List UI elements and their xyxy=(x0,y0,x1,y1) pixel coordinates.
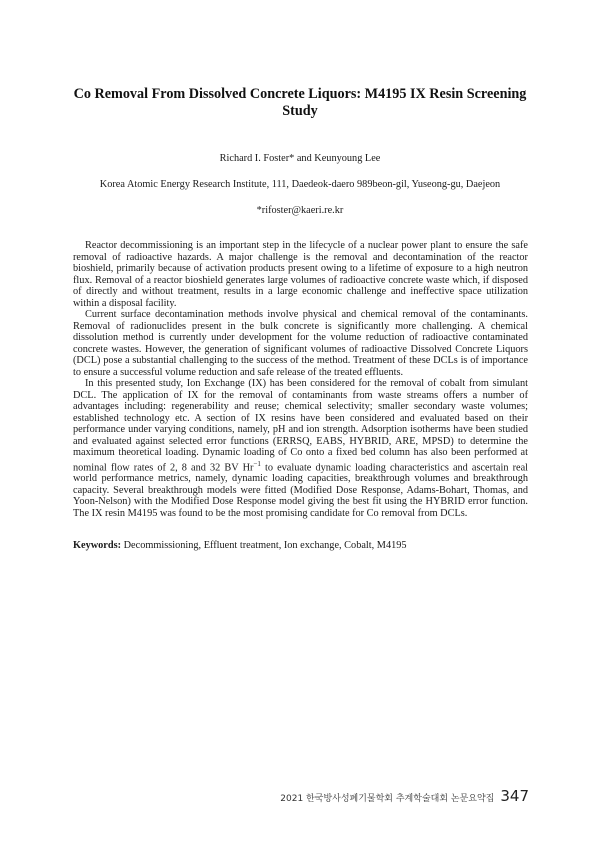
footer-proceedings-title: 2021 한국방사성폐기물학회 추계학술대회 논문요약집 xyxy=(280,794,495,804)
superscript-minus-one: −1 xyxy=(253,459,261,468)
affiliation: Korea Atomic Energy Research Institute, 111, Daedeok-daero 989beon-gil, Yuseong-gu, Daejeon xyxy=(99,179,501,190)
abstract-body xyxy=(73,240,528,519)
page-number: 347 xyxy=(500,787,529,805)
paragraph-3-part-1: In this presented study, Ion Exchange (IX) has been considered for the removal of cobalt from simulant DCL. The application of IX for the removal of contaminants from waste streams offers a number of advantages including: regenerability and reuse; chemical selectivity; smaller secondary waste volumes; established technology etc. A section of IX resins have been considered and evaluated based on their performance under varying conditions, namely, pH and ion strength. Adsorption isotherms have been studied and evaluated against selected error functions (ERRSQ, EABS, HYBRID, ARE, MPSD) to determine the maximum theoretical loading. Dynamic loading of Co onto a fixed bed column has also been performed at nominal flow rates of 2, 8 and 32 BV Hr xyxy=(73,378,528,473)
paper-title: Co Removal From Dissolved Concrete Liquors: M4195 IX Resin Screening Study xyxy=(73,86,527,119)
keywords xyxy=(73,540,528,552)
author-email: *rifoster@kaeri.re.kr xyxy=(256,205,344,216)
paragraph-1: Reactor decommissioning is an important step in the lifecycle of a nuclear power plant to ensure the safe removal of radioactive hazards. A major challenge is the removal and decontamination of the reactor bioshield, primarily because of activation products present owing to a lifetime of exposure to a high neutron flux. Removal of a reactor bioshield generates large volumes of radioactive concrete waste which, if disposed of directly and without treatment, results in a large economic challenge and ineffective space utilization within a disposal facility. xyxy=(73,240,528,309)
keywords-text: Decommissioning, Effluent treatment, Ion exchange, Cobalt, M4195 xyxy=(121,540,407,551)
paragraph-3 xyxy=(73,378,528,519)
keywords-label: Keywords: xyxy=(73,540,122,551)
authors: Richard I. Foster* and Keunyoung Lee xyxy=(219,153,381,164)
paragraph-3-part-2: to evaluate dynamic loading characteristics and ascertain real world performance metrics, namely, dynamic loading capacities, breakthrough volumes and breakthrough capacity. Several breakthrough models were fitted (Modified Dose Response, Adams-Bohart, Thomas, and Yoon-Nelson) with the Modified Dose Response model giving the best fit using the HYBRID error function. The IX resin M4195 was found to be the most promising candidate for Co removal from DCLs. xyxy=(73,461,529,519)
paragraph-2: Current surface decontamination methods involve physical and chemical removal of the contaminants. Removal of radionuclides present in the bulk concrete is significantly more challenging. A chemical dissolution method is currently under development for the volume reduction of radioactive contaminated concrete wastes. However, the generation of significant volumes of radioactive Dissolved Concrete Liquors (DCL) pose a substantial challenging to the success of the method. Treatment of these DCLs is of importance to ensure a successful volume reduction and safe release of the treated effluents. xyxy=(73,309,528,378)
page-footer xyxy=(280,787,529,805)
